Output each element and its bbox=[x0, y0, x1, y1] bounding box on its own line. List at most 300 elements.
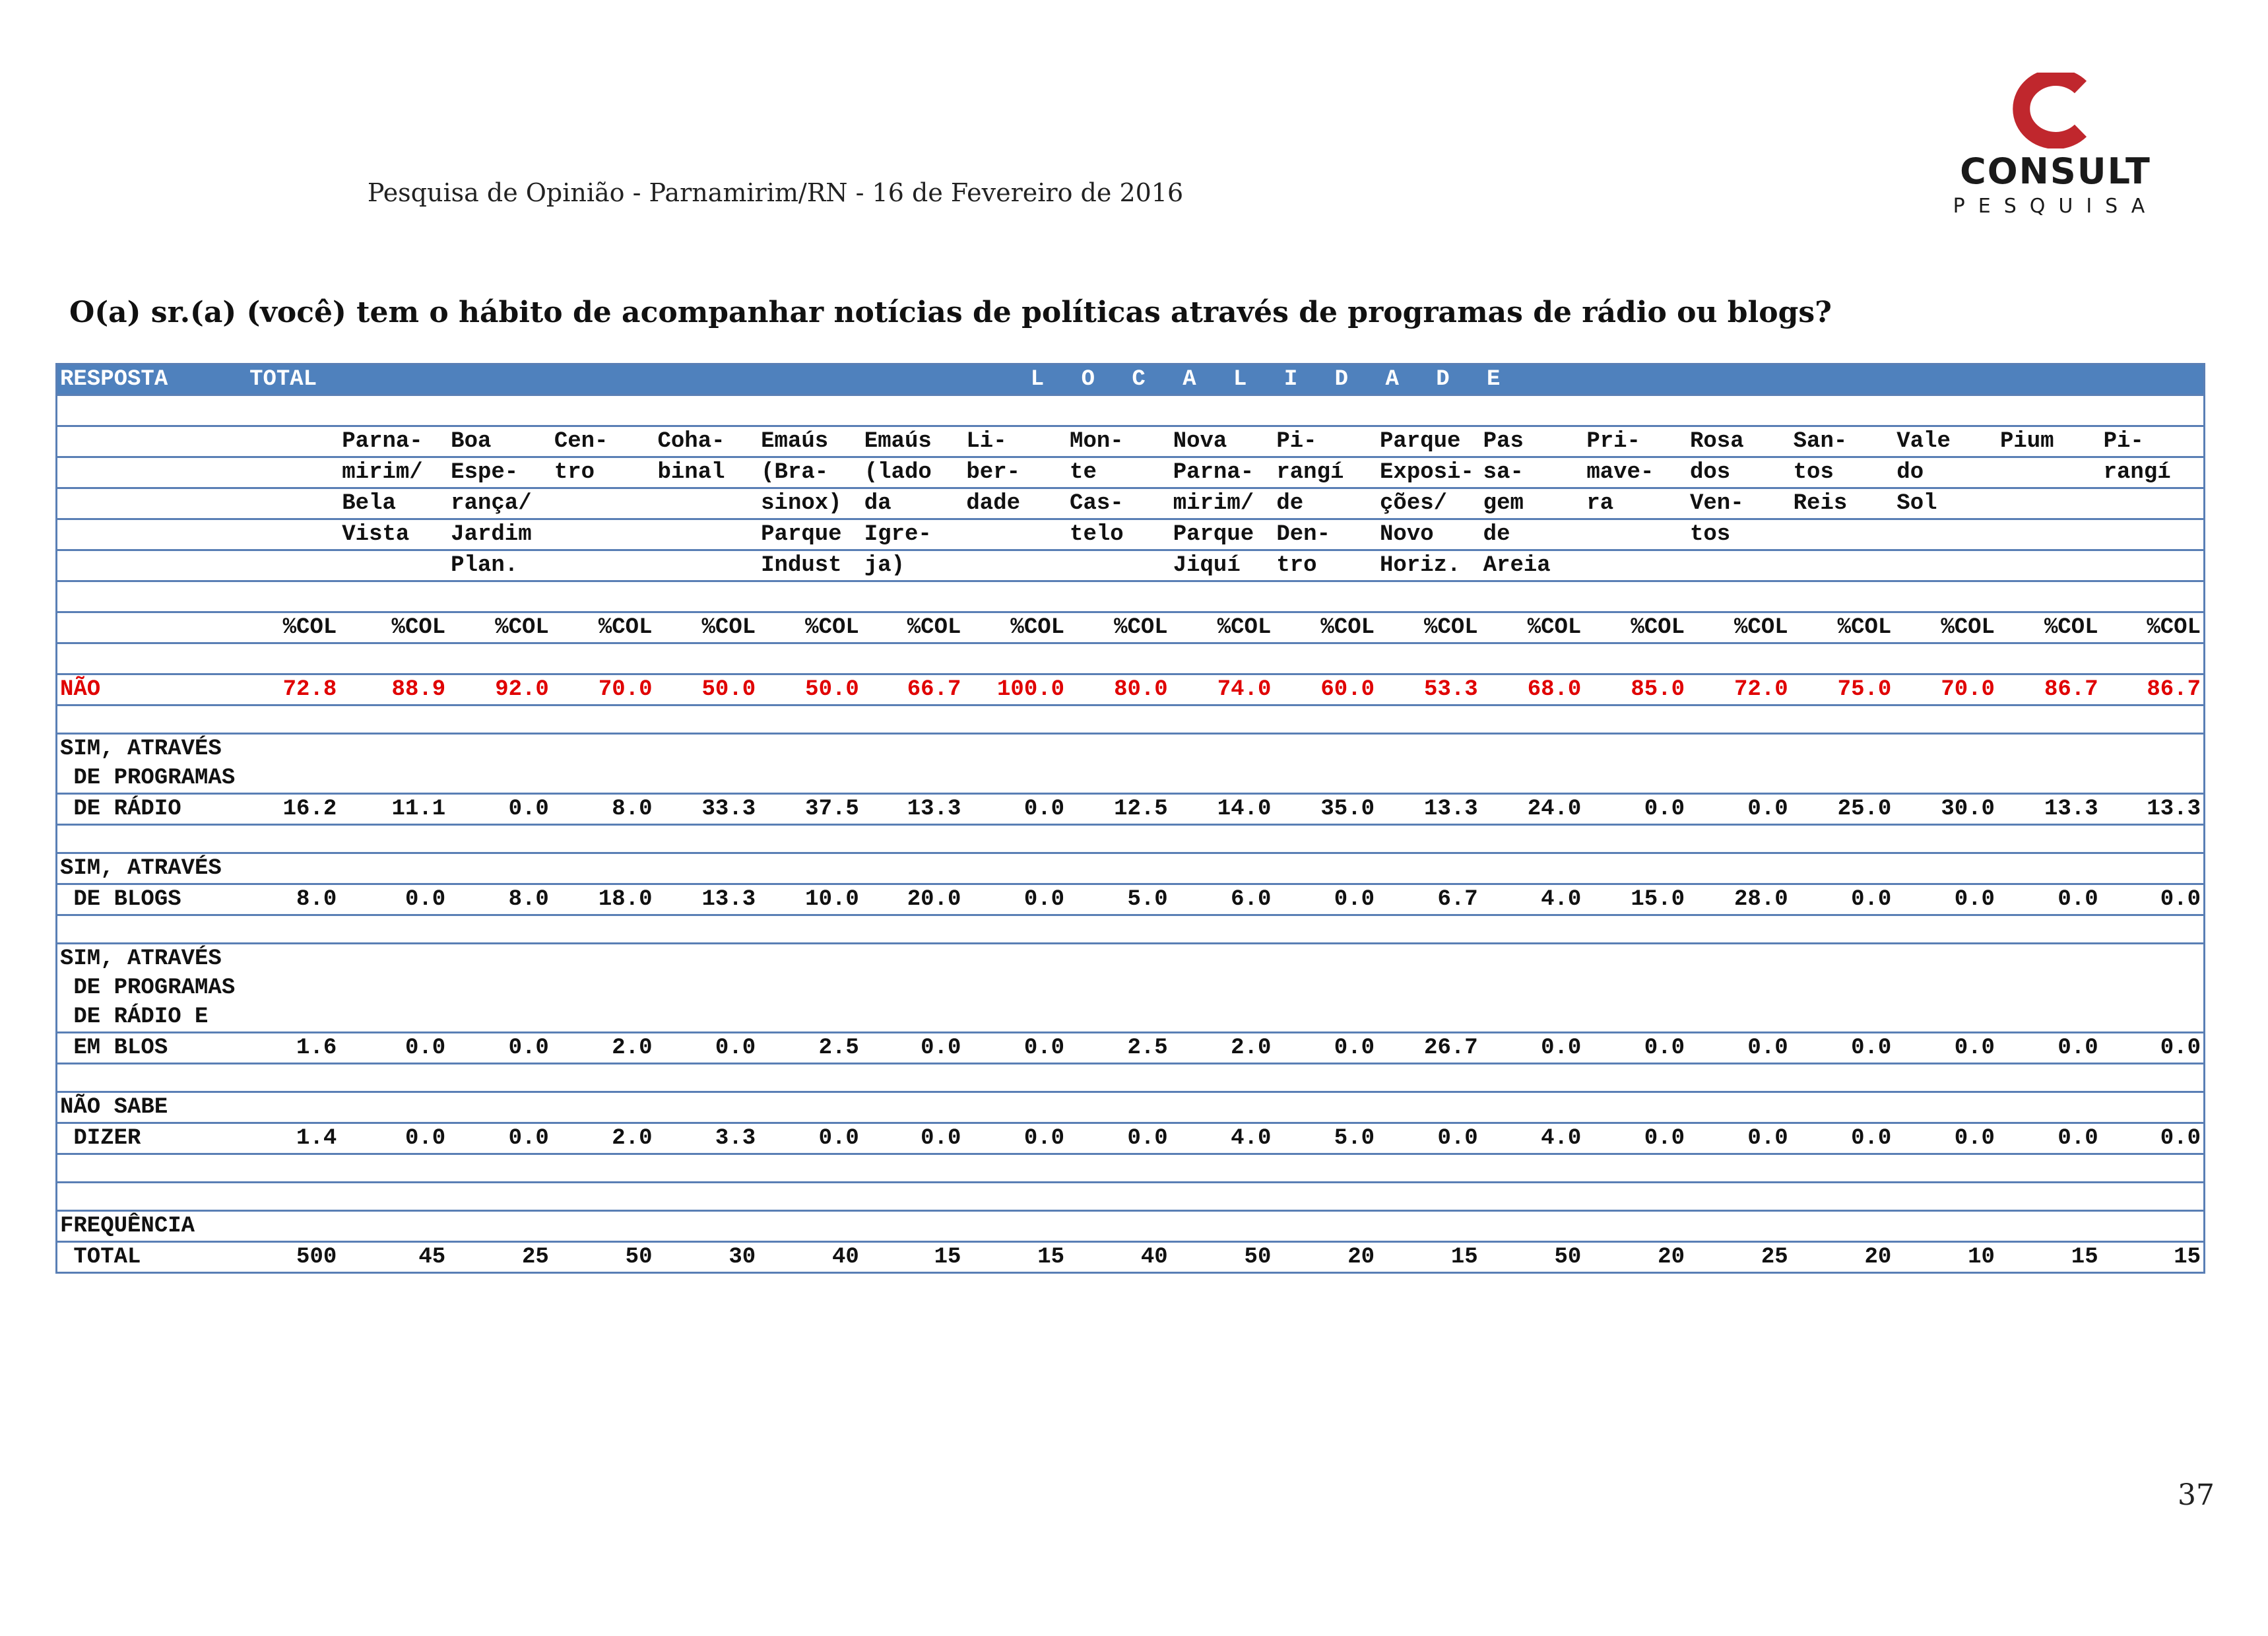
blank-row bbox=[57, 395, 2205, 426]
locality-label-spacer bbox=[57, 457, 247, 488]
locality-name-cell: dade bbox=[963, 488, 1067, 519]
locality-value: 0.0 bbox=[2101, 1123, 2205, 1154]
header-resposta: RESPOSTA bbox=[57, 364, 247, 395]
pct-col-cell: %COL bbox=[1584, 612, 1687, 643]
locality-value: 0.0 bbox=[1894, 1033, 1997, 1064]
locality-name-cell: te bbox=[1067, 457, 1171, 488]
locality-name-cell: Rosa bbox=[1687, 426, 1791, 457]
locality-value: 0.0 bbox=[1067, 1123, 1171, 1154]
locality-name-row bbox=[57, 488, 2205, 519]
locality-name-cell: Cas- bbox=[1067, 488, 1171, 519]
pct-col-cell: %COL bbox=[339, 612, 448, 643]
locality-name-cell: de bbox=[1274, 488, 1377, 519]
locality-name-cell bbox=[2101, 488, 2205, 519]
locality-value: 37.5 bbox=[758, 794, 862, 825]
locality-value: 68.0 bbox=[1481, 674, 1584, 705]
locality-value: 2.5 bbox=[758, 1033, 862, 1064]
locality-name-cell: Reis bbox=[1791, 488, 1895, 519]
locality-name-cell: Bela bbox=[339, 488, 448, 519]
locality-name-cell: Vale bbox=[1894, 426, 1997, 457]
locality-name-cell: Parque bbox=[758, 519, 862, 550]
locality-value: 92.0 bbox=[448, 674, 552, 705]
pct-col-cell: %COL bbox=[1481, 612, 1584, 643]
pct-col-cell: %COL bbox=[552, 612, 655, 643]
locality-value: 0.0 bbox=[2101, 1033, 2205, 1064]
locality-name-cell: Ven- bbox=[1687, 488, 1791, 519]
locality-name-cell: mirim/ bbox=[1171, 488, 1274, 519]
locality-label-spacer bbox=[57, 519, 247, 550]
locality-value: 35.0 bbox=[1274, 794, 1377, 825]
pct-col-cell: %COL bbox=[1171, 612, 1274, 643]
locality-name-cell: de bbox=[1481, 519, 1584, 550]
locality-name-cell: Emaús bbox=[758, 426, 862, 457]
locality-value: 0.0 bbox=[1584, 794, 1687, 825]
locality-name-cell: Li- bbox=[963, 426, 1067, 457]
locality-value: 0.0 bbox=[1687, 1033, 1791, 1064]
label-continuation-spacer bbox=[247, 1092, 2204, 1123]
blank-row bbox=[57, 581, 2205, 612]
empty-cell bbox=[57, 581, 2205, 612]
answer-4-label-row bbox=[57, 1092, 2205, 1123]
locality-value: 50.0 bbox=[655, 674, 758, 705]
pct-col-cell: %COL bbox=[1274, 612, 1377, 643]
answer-label: DE BLOGS bbox=[57, 884, 247, 915]
answer-3-label-row bbox=[57, 1002, 2205, 1033]
answer-3-values-row bbox=[57, 1033, 2205, 1064]
blank-row bbox=[57, 915, 2205, 944]
locality-value: 28.0 bbox=[1687, 884, 1791, 915]
locality-name-cell bbox=[963, 519, 1067, 550]
locality-name-cell bbox=[655, 519, 758, 550]
locality-name-cell: telo bbox=[1067, 519, 1171, 550]
locality-value: 72.0 bbox=[1687, 674, 1791, 705]
locality-name-cell bbox=[1997, 550, 2101, 581]
locality-value: 20 bbox=[1791, 1242, 1895, 1273]
empty-cell bbox=[57, 643, 2205, 674]
locality-value: 40 bbox=[758, 1242, 862, 1273]
consult-logo-mark-icon bbox=[2009, 73, 2102, 148]
locality-value: 5.0 bbox=[1274, 1123, 1377, 1154]
locality-value: 0.0 bbox=[963, 794, 1067, 825]
locality-value: 30.0 bbox=[1894, 794, 1997, 825]
pct-col-cell: %COL bbox=[448, 612, 552, 643]
locality-name-cell bbox=[655, 550, 758, 581]
blank-row bbox=[57, 1064, 2205, 1092]
locality-name-cell: Cen- bbox=[552, 426, 655, 457]
answer-1-values-row bbox=[57, 794, 2205, 825]
locality-value: 70.0 bbox=[1894, 674, 1997, 705]
locality-name-cell: rangí bbox=[1274, 457, 1377, 488]
locality-name-cell: binal bbox=[655, 457, 758, 488]
page-number: 37 bbox=[2178, 1478, 2215, 1512]
blank-row bbox=[57, 825, 2205, 853]
label-continuation-spacer bbox=[247, 853, 2204, 884]
empty-cell bbox=[57, 1064, 2205, 1092]
answer-label: DE PROGRAMAS bbox=[60, 975, 236, 1000]
locality-name-cell: Igre- bbox=[862, 519, 964, 550]
locality-value: 50 bbox=[552, 1242, 655, 1273]
locality-name-cell: Pi- bbox=[1274, 426, 1377, 457]
total-value: 1.4 bbox=[247, 1123, 339, 1154]
locality-value: 0.0 bbox=[448, 1123, 552, 1154]
locality-name-cell: Parna- bbox=[339, 426, 448, 457]
answer-2-values-row bbox=[57, 884, 2205, 915]
answer-3-label-row bbox=[57, 973, 2205, 1002]
locality-value: 60.0 bbox=[1274, 674, 1377, 705]
locality-name-cell: Den- bbox=[1274, 519, 1377, 550]
locality-value: 0.0 bbox=[1481, 1033, 1584, 1064]
label-continuation-spacer bbox=[247, 944, 2204, 974]
locality-value: 0.0 bbox=[2101, 884, 2205, 915]
locality-value: 0.0 bbox=[1274, 884, 1377, 915]
pct-col-cell: %COL bbox=[247, 612, 339, 643]
locality-value: 10 bbox=[1894, 1242, 1997, 1273]
locality-value: 20.0 bbox=[862, 884, 964, 915]
pct-col-cell: %COL bbox=[1997, 612, 2101, 643]
locality-value: 0.0 bbox=[1584, 1123, 1687, 1154]
locality-value: 15.0 bbox=[1584, 884, 1687, 915]
empty-cell bbox=[57, 1183, 2205, 1211]
report-header: Pesquisa de Opinião - Parnamirim/RN - 16 de Fevereiro de 2016 bbox=[367, 178, 1184, 207]
locality-name-cell bbox=[2101, 550, 2205, 581]
locality-value: 5.0 bbox=[1067, 884, 1171, 915]
answer-2-label-row bbox=[57, 853, 2205, 884]
locality-name-cell bbox=[1997, 488, 2101, 519]
locality-label-spacer bbox=[57, 488, 247, 519]
locality-name-cell: ja) bbox=[862, 550, 964, 581]
pct-col-cell: %COL bbox=[963, 612, 1067, 643]
locality-name-cell: mirim/ bbox=[339, 457, 448, 488]
locality-name-cell: (Bra- bbox=[758, 457, 862, 488]
locality-name-cell: tos bbox=[1687, 519, 1791, 550]
blank-row bbox=[57, 705, 2205, 734]
locality-value: 4.0 bbox=[1171, 1123, 1274, 1154]
locality-value: 0.0 bbox=[1791, 1033, 1895, 1064]
locality-name-cell: tro bbox=[552, 457, 655, 488]
locality-value: 75.0 bbox=[1791, 674, 1895, 705]
locality-name-cell: mave- bbox=[1584, 457, 1687, 488]
locality-value: 15 bbox=[963, 1242, 1067, 1273]
locality-value: 53.3 bbox=[1377, 674, 1481, 705]
locality-total-spacer bbox=[247, 457, 339, 488]
locality-name-cell: Coha- bbox=[655, 426, 758, 457]
locality-value: 66.7 bbox=[862, 674, 964, 705]
locality-name-cell: do bbox=[1894, 457, 1997, 488]
locality-value: 2.0 bbox=[1171, 1033, 1274, 1064]
locality-name-cell: Vista bbox=[339, 519, 448, 550]
locality-name-cell: San- bbox=[1791, 426, 1895, 457]
locality-value: 8.0 bbox=[448, 884, 552, 915]
locality-value: 0.0 bbox=[1687, 1123, 1791, 1154]
answer-label: SIM, ATRAVÉS bbox=[60, 856, 222, 881]
total-value: 72.8 bbox=[247, 674, 339, 705]
locality-name-row bbox=[57, 550, 2205, 581]
pct-col-row bbox=[57, 612, 2205, 643]
locality-value: 15 bbox=[862, 1242, 964, 1273]
locality-name-cell: Espe- bbox=[448, 457, 552, 488]
answer-label: DE RÁDIO E bbox=[60, 1004, 209, 1030]
locality-name-cell bbox=[2101, 519, 2205, 550]
locality-name-row bbox=[57, 426, 2205, 457]
locality-name-cell bbox=[1894, 550, 1997, 581]
locality-value: 0.0 bbox=[862, 1123, 964, 1154]
results-table bbox=[55, 363, 2205, 1274]
answer-label: DE PROGRAMAS bbox=[60, 766, 236, 791]
locality-value: 50.0 bbox=[758, 674, 862, 705]
total-value: 16.2 bbox=[247, 794, 339, 825]
locality-value: 0.0 bbox=[655, 1033, 758, 1064]
locality-value: 0.0 bbox=[448, 794, 552, 825]
locality-name-cell: dos bbox=[1687, 457, 1791, 488]
locality-name-cell: Areia bbox=[1481, 550, 1584, 581]
locality-value: 80.0 bbox=[1067, 674, 1171, 705]
locality-name-cell bbox=[1067, 550, 1171, 581]
locality-name-cell bbox=[339, 550, 448, 581]
locality-value: 45 bbox=[339, 1242, 448, 1273]
pct-col-cell: %COL bbox=[1791, 612, 1895, 643]
locality-name-cell: da bbox=[862, 488, 964, 519]
blank-row bbox=[57, 1154, 2205, 1183]
locality-name-cell: Pi- bbox=[2101, 426, 2205, 457]
locality-name-cell: Plan. bbox=[448, 550, 552, 581]
answer-label: TOTAL bbox=[57, 1242, 247, 1273]
locality-value: 13.3 bbox=[1997, 794, 2101, 825]
locality-value: 2.0 bbox=[552, 1033, 655, 1064]
locality-name-row bbox=[57, 519, 2205, 550]
locality-value: 15 bbox=[1377, 1242, 1481, 1273]
consult-logo bbox=[1947, 73, 2164, 224]
locality-value: 15 bbox=[2101, 1242, 2205, 1273]
locality-value: 0.0 bbox=[1997, 1033, 2101, 1064]
locality-name-cell: Nova bbox=[1171, 426, 1274, 457]
locality-value: 0.0 bbox=[963, 1033, 1067, 1064]
locality-name-cell bbox=[1894, 519, 1997, 550]
locality-label-spacer bbox=[57, 550, 247, 581]
locality-name-cell bbox=[655, 488, 758, 519]
locality-value: 0.0 bbox=[1584, 1033, 1687, 1064]
locality-total-spacer bbox=[247, 550, 339, 581]
answer-1-label-row bbox=[57, 764, 2205, 794]
answer-1-label-row bbox=[57, 734, 2205, 764]
answer-0-values-row bbox=[57, 674, 2205, 705]
locality-value: 88.9 bbox=[339, 674, 448, 705]
locality-name-cell: Horiz. bbox=[1377, 550, 1481, 581]
locality-value: 0.0 bbox=[448, 1033, 552, 1064]
answer-label: DE RÁDIO bbox=[57, 794, 247, 825]
locality-name-cell: tro bbox=[1274, 550, 1377, 581]
locality-name-cell bbox=[1997, 519, 2101, 550]
label-continuation-spacer bbox=[247, 764, 2204, 794]
locality-value: 26.7 bbox=[1377, 1033, 1481, 1064]
locality-name-row bbox=[57, 457, 2205, 488]
locality-value: 30 bbox=[655, 1242, 758, 1273]
locality-value: 0.0 bbox=[1791, 884, 1895, 915]
pct-col-cell: %COL bbox=[862, 612, 964, 643]
locality-name-cell: Novo bbox=[1377, 519, 1481, 550]
locality-value: 2.5 bbox=[1067, 1033, 1171, 1064]
locality-name-cell: Mon- bbox=[1067, 426, 1171, 457]
question-title: O(a) sr.(a) (você) tem o hábito de acompanhar notícias de políticas através de programas de rádio ou blogs? bbox=[69, 296, 1832, 329]
locality-total-spacer bbox=[247, 426, 339, 457]
locality-total-spacer bbox=[247, 519, 339, 550]
locality-value: 0.0 bbox=[1997, 1123, 2101, 1154]
locality-value: 2.0 bbox=[552, 1123, 655, 1154]
locality-name-cell: rança/ bbox=[448, 488, 552, 519]
locality-value: 86.7 bbox=[1997, 674, 2101, 705]
empty-cell bbox=[57, 1154, 2205, 1183]
locality-value: 0.0 bbox=[963, 884, 1067, 915]
pct-label-spacer bbox=[57, 612, 247, 643]
locality-name-cell: Parque bbox=[1171, 519, 1274, 550]
total-value: 8.0 bbox=[247, 884, 339, 915]
locality-value: 50 bbox=[1171, 1242, 1274, 1273]
label-continuation-spacer bbox=[247, 1211, 2204, 1242]
locality-name-cell: gem bbox=[1481, 488, 1584, 519]
empty-cell bbox=[57, 825, 2205, 853]
locality-name-cell: Sol bbox=[1894, 488, 1997, 519]
locality-name-cell: Pium bbox=[1997, 426, 2101, 457]
locality-name-cell: Jiquí bbox=[1171, 550, 1274, 581]
locality-value: 0.0 bbox=[862, 1033, 964, 1064]
answer-label: FREQUÊNCIA bbox=[60, 1214, 195, 1239]
answer-label: SIM, ATRAVÉS bbox=[60, 736, 222, 762]
locality-value: 0.0 bbox=[1997, 884, 2101, 915]
locality-value: 10.0 bbox=[758, 884, 862, 915]
locality-value: 86.7 bbox=[2101, 674, 2205, 705]
locality-total-spacer bbox=[247, 488, 339, 519]
locality-name-cell: (lado bbox=[862, 457, 964, 488]
locality-name-cell: Parna- bbox=[1171, 457, 1274, 488]
answer-label: NÃO SABE bbox=[60, 1095, 168, 1120]
locality-name-cell bbox=[1687, 550, 1791, 581]
locality-value: 50 bbox=[1481, 1242, 1584, 1273]
locality-name-cell bbox=[1584, 519, 1687, 550]
locality-value: 13.3 bbox=[655, 884, 758, 915]
locality-label-spacer bbox=[57, 426, 247, 457]
locality-name-cell: Exposi- bbox=[1377, 457, 1481, 488]
locality-name-cell bbox=[1997, 457, 2101, 488]
locality-value: 14.0 bbox=[1171, 794, 1274, 825]
locality-name-cell: Parque bbox=[1377, 426, 1481, 457]
label-continuation-spacer bbox=[247, 973, 2204, 1002]
locality-value: 70.0 bbox=[552, 674, 655, 705]
locality-value: 3.3 bbox=[655, 1123, 758, 1154]
answer-label: DIZER bbox=[57, 1123, 247, 1154]
table-header-row bbox=[57, 364, 2205, 395]
locality-value: 0.0 bbox=[1894, 1123, 1997, 1154]
blank-row bbox=[57, 1183, 2205, 1211]
locality-value: 8.0 bbox=[552, 794, 655, 825]
locality-name-cell bbox=[552, 550, 655, 581]
locality-value: 0.0 bbox=[339, 1123, 448, 1154]
logo-brand-text: CONSULT bbox=[1960, 150, 2151, 192]
locality-value: 20 bbox=[1274, 1242, 1377, 1273]
pct-col-cell: %COL bbox=[1687, 612, 1791, 643]
locality-value: 85.0 bbox=[1584, 674, 1687, 705]
total-value: 500 bbox=[247, 1242, 339, 1273]
locality-name-cell bbox=[552, 488, 655, 519]
locality-value: 11.1 bbox=[339, 794, 448, 825]
results-table-container bbox=[55, 363, 2205, 1274]
locality-value: 0.0 bbox=[758, 1123, 862, 1154]
answer-3-label-row bbox=[57, 944, 2205, 974]
locality-name-cell bbox=[1584, 550, 1687, 581]
locality-value: 40 bbox=[1067, 1242, 1171, 1273]
locality-value: 18.0 bbox=[552, 884, 655, 915]
empty-cell bbox=[57, 705, 2205, 734]
pct-col-cell: %COL bbox=[1067, 612, 1171, 643]
locality-name-cell: tos bbox=[1791, 457, 1895, 488]
locality-value: 4.0 bbox=[1481, 884, 1584, 915]
locality-name-cell bbox=[552, 519, 655, 550]
locality-value: 15 bbox=[1997, 1242, 2101, 1273]
locality-name-cell: ra bbox=[1584, 488, 1687, 519]
frequency-label-row bbox=[57, 1211, 2205, 1242]
locality-value: 25.0 bbox=[1791, 794, 1895, 825]
locality-value: 13.3 bbox=[1377, 794, 1481, 825]
locality-name-cell: sinox) bbox=[758, 488, 862, 519]
locality-value: 0.0 bbox=[1791, 1123, 1895, 1154]
empty-cell bbox=[57, 395, 2205, 426]
locality-name-cell bbox=[1791, 519, 1895, 550]
locality-name-cell: Jardim bbox=[448, 519, 552, 550]
locality-value: 0.0 bbox=[339, 884, 448, 915]
locality-value: 12.5 bbox=[1067, 794, 1171, 825]
locality-name-cell bbox=[1791, 550, 1895, 581]
blank-row bbox=[57, 643, 2205, 674]
header-total: TOTAL bbox=[247, 364, 339, 395]
locality-name-cell: Pri- bbox=[1584, 426, 1687, 457]
empty-cell bbox=[57, 915, 2205, 944]
locality-value: 6.7 bbox=[1377, 884, 1481, 915]
locality-value: 24.0 bbox=[1481, 794, 1584, 825]
pct-col-cell: %COL bbox=[655, 612, 758, 643]
locality-value: 0.0 bbox=[1894, 884, 1997, 915]
locality-value: 25 bbox=[1687, 1242, 1791, 1273]
locality-value: 4.0 bbox=[1481, 1123, 1584, 1154]
locality-value: 0.0 bbox=[1377, 1123, 1481, 1154]
locality-value: 13.3 bbox=[862, 794, 964, 825]
locality-value: 20 bbox=[1584, 1242, 1687, 1273]
frequency-values-row bbox=[57, 1242, 2205, 1273]
locality-name-cell: Indust bbox=[758, 550, 862, 581]
pct-col-cell: %COL bbox=[1894, 612, 1997, 643]
header-localidade: L O C A L I D A D E bbox=[339, 364, 2204, 395]
locality-value: 100.0 bbox=[963, 674, 1067, 705]
answer-label: EM BLOS bbox=[57, 1033, 247, 1064]
label-continuation-spacer bbox=[247, 734, 2204, 764]
locality-name-cell: sa- bbox=[1481, 457, 1584, 488]
locality-value: 33.3 bbox=[655, 794, 758, 825]
locality-name-cell: ções/ bbox=[1377, 488, 1481, 519]
locality-name-cell: Boa bbox=[448, 426, 552, 457]
locality-value: 0.0 bbox=[339, 1033, 448, 1064]
locality-name-cell bbox=[963, 550, 1067, 581]
pct-col-cell: %COL bbox=[2101, 612, 2205, 643]
label-continuation-spacer bbox=[247, 1002, 2204, 1033]
locality-value: 0.0 bbox=[1274, 1033, 1377, 1064]
answer-4-values-row bbox=[57, 1123, 2205, 1154]
locality-name-cell: Emaús bbox=[862, 426, 964, 457]
locality-name-cell: Pas bbox=[1481, 426, 1584, 457]
answer-label: NÃO bbox=[57, 674, 247, 705]
logo-subtitle-text: PESQUISA bbox=[1953, 195, 2158, 218]
locality-value: 25 bbox=[448, 1242, 552, 1273]
pct-col-cell: %COL bbox=[758, 612, 862, 643]
locality-value: 13.3 bbox=[2101, 794, 2205, 825]
locality-value: 0.0 bbox=[963, 1123, 1067, 1154]
pct-col-cell: %COL bbox=[1377, 612, 1481, 643]
